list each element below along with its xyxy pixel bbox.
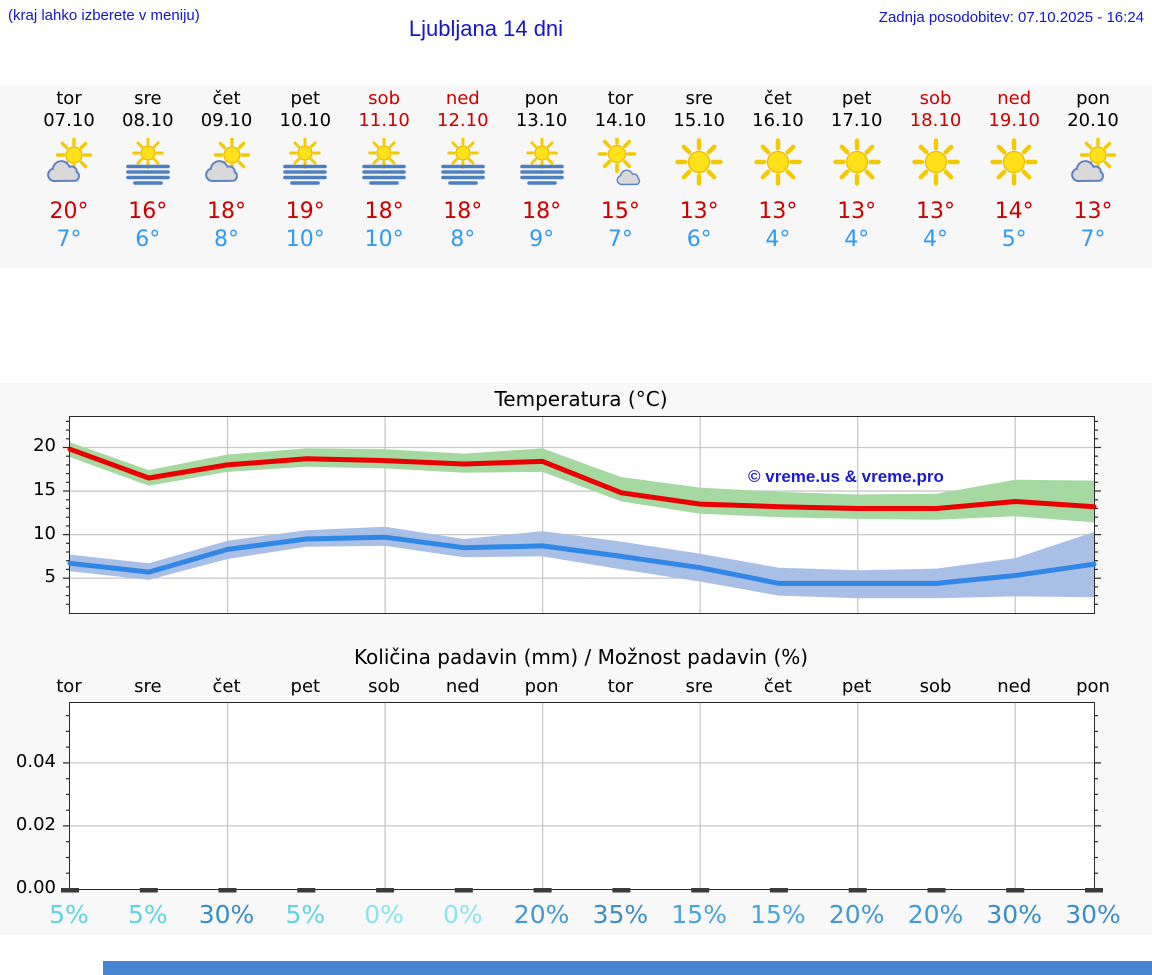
max-temp: 15°: [600, 199, 640, 224]
precip-day-label: tor: [56, 676, 82, 697]
page-title: Ljubljana 14 dni: [408, 16, 564, 41]
max-temp: 13°: [758, 199, 798, 224]
precip-day-label: čet: [212, 676, 241, 697]
precip-day-label: pet: [841, 676, 872, 697]
max-temp: 13°: [1073, 199, 1113, 224]
day-name: pon: [1076, 88, 1110, 109]
day-name: čet: [212, 88, 241, 109]
precip-percent-label: 20%: [907, 900, 964, 929]
sun-fog-icon: [438, 138, 488, 186]
min-temp: 6°: [135, 227, 161, 252]
max-temp: 13°: [916, 199, 955, 224]
day-date: 17.10: [830, 110, 883, 131]
sun-icon: [674, 138, 724, 186]
max-temp: 14°: [994, 199, 1034, 224]
watermark-link[interactable]: © vreme.us & vreme.pro: [748, 467, 944, 486]
sun-fog-icon: [123, 138, 173, 186]
day-column: [27, 88, 111, 253]
day-name: sob: [919, 88, 952, 109]
day-column: [421, 88, 505, 253]
day-column: [263, 88, 347, 253]
day-name: sre: [685, 88, 713, 109]
day-name: pet: [290, 88, 321, 109]
day-date: 18.10: [909, 110, 962, 131]
precip-percent-label: 30%: [1065, 900, 1121, 929]
day-date: 16.10: [752, 110, 804, 131]
precip-percent-label: 5%: [49, 900, 89, 929]
precip-day-label: ned: [445, 676, 480, 697]
sun-fog-icon: [359, 138, 409, 186]
sun-icon: [911, 138, 961, 186]
min-temp: 9°: [529, 227, 555, 252]
day-date: 09.10: [200, 110, 253, 131]
precip-chart-title: Količina padavin (mm) / Možnost padavin (%): [353, 645, 809, 669]
day-name: ned: [445, 88, 480, 109]
precip-percent-label: 35%: [592, 900, 649, 929]
precip-day-label: sob: [919, 676, 952, 697]
day-date: 08.10: [122, 110, 174, 131]
precipitation-chart: [69, 702, 1095, 890]
precip-percent-label: 30%: [986, 900, 1042, 929]
temp-chart-title: Temperatura (°C): [494, 387, 668, 411]
sun-cloud-icon: [202, 138, 252, 186]
precip-day-label: sre: [134, 676, 162, 697]
max-temp: 18°: [522, 199, 562, 224]
precip-day-label: ned: [997, 676, 1032, 697]
day-date: 10.10: [279, 110, 332, 131]
precip-percent-label: 0%: [364, 900, 404, 929]
day-name: tor: [607, 88, 634, 109]
day-name: sre: [134, 88, 162, 109]
precip-percent-label: 5%: [285, 900, 326, 929]
precip-day-label: pet: [290, 676, 321, 697]
bottom-section-bar: [103, 961, 1152, 975]
temp-y-tick-label: 10: [33, 523, 56, 544]
min-temp: 10°: [364, 227, 404, 252]
precip-percent-label: 20%: [828, 900, 885, 929]
day-column: [106, 88, 190, 253]
day-name: pon: [524, 88, 559, 109]
temperature-chart: [69, 416, 1095, 614]
day-date: 14.10: [594, 110, 647, 131]
precip-percent-label: 15%: [750, 900, 806, 929]
max-temp: 13°: [837, 199, 877, 224]
day-column: [342, 88, 426, 253]
day-date: 15.10: [673, 110, 725, 131]
precip-day-label: pon: [1076, 676, 1110, 697]
sun-cloud-icon: [1068, 138, 1118, 186]
day-date: 11.10: [358, 110, 410, 131]
min-temp: 7°: [1080, 227, 1106, 252]
max-temp: 20°: [49, 199, 89, 224]
day-name: sob: [368, 88, 400, 109]
max-temp: 19°: [285, 199, 325, 224]
day-column: [736, 88, 820, 253]
precip-day-label: pon: [524, 676, 559, 697]
day-name: pet: [841, 88, 872, 109]
max-temp: 13°: [679, 199, 719, 224]
min-temp: 6°: [686, 227, 712, 252]
precip-day-label: sre: [685, 676, 713, 697]
min-temp: 4°: [765, 227, 791, 252]
min-temp: 8°: [450, 227, 476, 252]
max-temp: 18°: [443, 199, 483, 224]
temp-y-tick-label: 5: [44, 566, 56, 587]
precip-percent-label: 20%: [513, 900, 570, 929]
precip-percent-label: 30%: [198, 900, 255, 929]
precip-y-tick-label: 0.02: [15, 814, 56, 835]
day-column: [894, 88, 978, 253]
min-temp: 7°: [607, 227, 633, 252]
min-temp: 4°: [923, 227, 948, 252]
day-name: tor: [56, 88, 82, 109]
precip-day-label: tor: [607, 676, 634, 697]
sun-cloud-icon: [44, 138, 94, 186]
precip-percent-label: 5%: [127, 900, 168, 929]
day-date: 20.10: [1067, 110, 1119, 131]
day-column: [578, 88, 662, 253]
sun-icon: [989, 138, 1039, 186]
day-name: ned: [997, 88, 1032, 109]
day-date: 19.10: [988, 110, 1040, 131]
precip-percent-label: 0%: [442, 900, 483, 929]
sun-icon: [832, 138, 882, 186]
temp-y-tick-label: 20: [33, 435, 56, 456]
min-temp: 8°: [214, 227, 239, 252]
day-date: 07.10: [43, 110, 95, 131]
min-temp: 7°: [56, 227, 82, 252]
precip-y-tick-label: 0.04: [15, 751, 56, 772]
min-temp: 10°: [285, 227, 325, 252]
day-date: 12.10: [437, 110, 489, 131]
sun-fog-icon: [517, 138, 567, 186]
day-column: [500, 88, 584, 253]
max-temp: 18°: [364, 199, 404, 224]
precip-y-tick-label: 0.00: [15, 877, 56, 898]
forecast-strip: [0, 85, 1152, 268]
day-column: [1051, 88, 1135, 253]
day-column: [185, 88, 269, 253]
menu-hint: (kraj lahko izberete v meniju): [8, 7, 200, 24]
last-update: Zadnja posodobitev: 07.10.2025 - 16:24: [878, 9, 1144, 26]
precip-day-label: sob: [368, 676, 400, 697]
temp-y-tick-label: 15: [33, 479, 56, 500]
min-temp: 4°: [844, 227, 870, 252]
sun-small-cloud-icon: [595, 138, 645, 186]
day-column: [972, 88, 1056, 253]
min-temp: 5°: [1001, 227, 1027, 252]
day-name: čet: [763, 88, 792, 109]
precip-day-label: čet: [763, 676, 792, 697]
max-temp: 18°: [207, 199, 246, 224]
day-column: [815, 88, 899, 253]
day-column: [657, 88, 741, 253]
sun-fog-icon: [280, 138, 330, 186]
day-date: 13.10: [515, 110, 568, 131]
precip-percent-label: 15%: [671, 900, 727, 929]
max-temp: 16°: [128, 199, 168, 224]
sun-icon: [753, 138, 803, 186]
